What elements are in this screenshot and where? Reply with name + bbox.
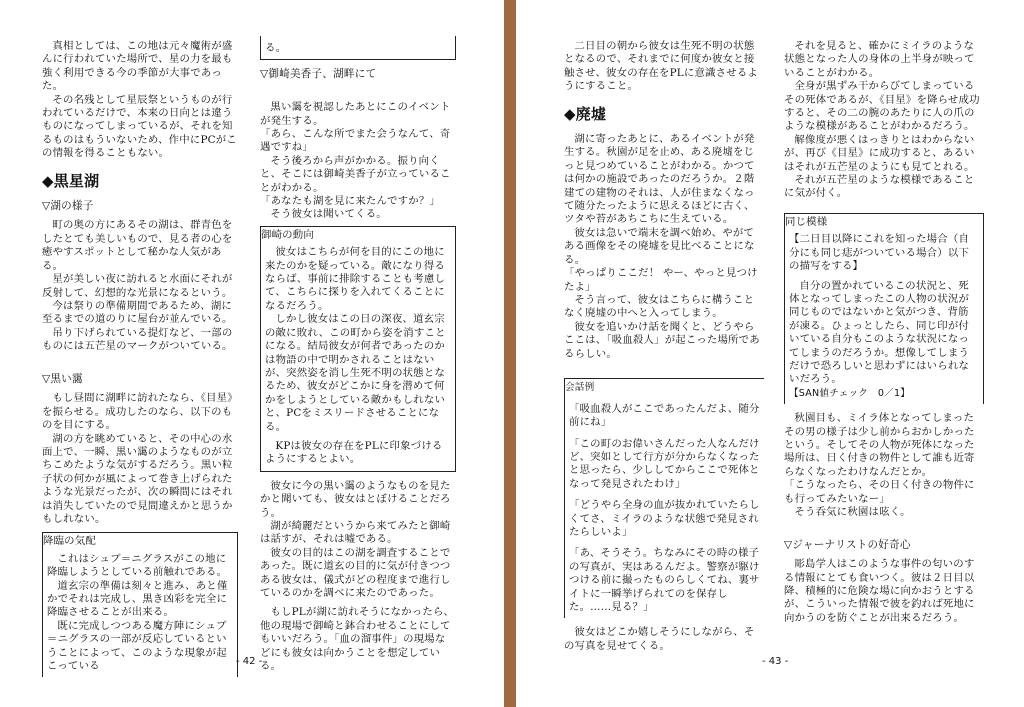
subsection-heading: ▽御崎美香子、湖畔にて (260, 68, 377, 81)
paragraph: 町の奥の方にあるその湖は、群青色をしたとても美しいもので、見る者の心を癒やすスポットとして秘かな人気がある。 (42, 219, 233, 272)
info-box-continued (260, 36, 456, 60)
box-title: 会話例 (565, 381, 597, 394)
paragraph: 吊り下げられている提灯など、一部のものには五芒星のマークがついている。 (42, 326, 233, 353)
info-box (42, 532, 238, 677)
paragraph: 自分の置かれているこの状況と、死体となってしまったこの人物の状況が同じものではないかと気がつき、背筋が凍る。ひょっとしたら、同じ印が付いている自分もこのような状況になってしまうのだろうか。想像してしまうだけで恐ろしいと思わずにはいられないだろう。 (789, 279, 970, 386)
paragraph: これはシュブ＝ニグラスがこの地に降臨しようとしている前触れである。 (47, 552, 228, 579)
paragraph: そう後ろから声がかかる。振り向くと、そこには御崎美香子が立っていることがわかる。 (260, 154, 451, 194)
paragraph: 湖に寄ったあとに、あるイベントが発生する。秋園が足を止め、ある廃墟をじっと見つめていることがわかる。かつては何かの施設であったのだろうか。２階建ての建物のそれは、人が住まなくなって随分たったように思えるほどに古く、ツタや苔があちこちに生えている。 (564, 133, 755, 226)
paragraph: そう言って、彼女はこちらに構うことなく廃墟の中へと入ってしまう。 (564, 293, 755, 320)
section-heading: ◆黒星湖 (42, 171, 100, 190)
right-col-1 (564, 40, 764, 653)
page-number: - 43 - (762, 656, 789, 667)
paragraph: それを見ると、確かにミイラのような状態となった人の身体の上半身が映っていることがわかる。 (784, 40, 975, 79)
paragraph: KPは彼女の存在をPLに印象づけるようにするとよい。 (265, 439, 443, 466)
paragraph: しかし彼女はこの日の深夜、道玄宗の敵に敗れ、この町から姿を消すことになる。結局彼女が何者であったのかは物語の中で明かされることはないが、突然姿を消し生死不明の状態となるため、彼女がどこかに身を潜めて何かをしようとしている敵かもしれないと、PCをミスリードさせることになる。 (265, 313, 446, 433)
paragraph: 二日目の朝から彼女は生死不明の状態となるので、それまでに何度か彼女と接触させ、彼女の存在をPLに意識させるようにすること。 (564, 40, 759, 93)
paragraph: 彼女は急いで端末を調べ始め、やがてある画像をその廃墟を見比べることになる。 (564, 226, 755, 266)
paragraph: 彼女の目的はこの湖を調査することであった。既に道玄の目的に気が付きつつある彼女は、儀式がどの程度まで進行しているのかを調べに来たのであった。 (260, 546, 451, 600)
paragraph: 黒い靄を視認したあとにこのイベントが発生する。 (260, 101, 451, 127)
dialogue: 「やっぱりここだ！ やー、やっと見つけたよ」 (564, 267, 758, 293)
paragraph: 真相としては、この地は元々魔術が盛んに行われていた場所で、星の力を最も強く利用できる今の季節が大事であった。 (42, 40, 233, 93)
paragraph: 全身が黒ずみ干からびてしまっているその死体であるが、《目星》を降らせ成功すると、その二の腕のあたりに人の爪のような模様があることがわかるだろう。 (784, 80, 980, 133)
paragraph: 解像度が悪くはっきりとはわからないが、再び《目星》に成功すると、あるいはそれが五芒星のようにも見てとれる。 (784, 133, 975, 173)
dialogue: 「あら、こんな所でまた会うなんて、奇遇ですね」 (260, 128, 451, 154)
paragraph: 湖が綺麗だというから来てみたと御崎は話すが、それは嘘である。 (260, 519, 451, 546)
dialogue: 「こうなったら、その日く付きの物件にも行ってみたいなー」 (784, 479, 975, 505)
paragraph: 道玄宗の準備は刻々と進み、あと僅かでそれは完成し、黒き凶彩を完全に降臨させることが出来る。 (47, 579, 228, 619)
paragraph: もし昼間に湖畔に訪れたなら、《目星》を振らせる。成功したのなら、以下のものを目にする。 (42, 392, 238, 432)
info-box (784, 213, 984, 404)
paragraph: 彼女を追いかけ話を聞くと、どうやらここは、「吸血殺人」が起こった場所であるらしい。 (564, 320, 760, 360)
paragraph: 彼女はこちらが何を目的にこの地に来たのかを疑っている。敵になり得るならば、事前に排除することも考慮して、こちらに探りを入れてくることになるだろう。 (265, 246, 446, 312)
paragraph: 彼女はどこか嬉しそうにしながら、その写真を見せてくる。 (564, 626, 755, 652)
box-title: 御崎の動向 (261, 229, 317, 242)
paragraph: 今は祭りの準備期間であるため、湖に至るまでの道のりに屋台が並んでいる。 (42, 299, 233, 326)
subsection-heading: ▽ジャーナリストの好奇心 (784, 538, 911, 551)
dialogue: 「あなたも湖を見に来たんですか？」 (260, 195, 441, 208)
right-col-2 (784, 40, 984, 625)
dialogue: 「あ、そうそう。ちなみにその時の様子の写真が、実はあるんだよ。警察が駆けつける前に撮ったものらしくてね、裏サイトに一瞬挙げられてのを保存した。……見る？」 (569, 547, 760, 614)
left-page (0, 0, 504, 707)
paragraph: そう呑気に秋園は呟く。 (794, 506, 911, 518)
right-page (516, 0, 1024, 707)
dialogue: 「吸血殺人がここであったんだよ、随分前にね」 (569, 402, 760, 429)
paragraph: 【二日目以降にこれを知った場合（自分にも同じ痣がついている場合）以下の描写をする】 (789, 233, 970, 273)
subsection-heading: ▽湖の様子 (42, 200, 94, 213)
paragraph: る。 (265, 42, 287, 54)
box-title: 降臨の気配 (43, 535, 99, 548)
paragraph: 星が美しい夜に訪れると水面にそれが反射して、幻想的な光景になるという。 (42, 273, 233, 299)
paragraph: もしPLが湖に訪れそうになかったら、他の現場で御崎と鉢合わせることにしてもいいだろう。「血の溜事件」の現場などにも彼女は向かうことを想定している。 (260, 606, 455, 673)
dialogue: 「この町のお偉いさんだった人なんだけど、突如として行方が分からなくなったと思ったら、少ししてからここで死体となって発見されたわけ」 (569, 437, 760, 490)
paragraph: 彫島学人はこのような事件の匂いのする情報にとても食いつく。彼は２日目以降、積極的に危険な場に向かおうとするが、こういった情報で彼を釣れば死地に向かうのを防ぐことが出来るだろう。 (784, 558, 975, 624)
paragraph: そう彼女は聞いてくる。 (270, 208, 387, 221)
section-heading: ◆廃墟 (564, 104, 607, 123)
paragraph: その名残として星辰祭というものが行われているだけで、本来の日向とは違うものになってしまっているが、それを知るものはもういないため、作中にPCがこの情報を得ることもない。 (42, 93, 237, 160)
box-title: 同じ模様 (785, 216, 830, 229)
page-number: - 42 - (236, 656, 263, 667)
info-box (260, 226, 456, 472)
left-col-2 (260, 40, 456, 673)
dialogue: 「どうやら全身の血が抜かれていたらしくてさ、ミイラのような状態で発見されたらしいよ」 (569, 499, 760, 538)
paragraph: 湖の方を眺めていると、その中心の水面上で、一瞬、黒い靄のようなものが立ちこめたような気がするだろう。黒い粒子状の何かが風によって巻き上げられたような光景だったが、次の瞬間にはそれは消失していたので見間違えかと思うかもしれない。 (42, 432, 233, 525)
paragraph: 秋園目も、ミイラ体となってしまったその男の様子は少し前からおかしかったという。そしてその人物が死体になった場所は、日く付きの物件として誰も近寄らなくなったわけなんだとか。 (784, 412, 975, 478)
san-check: 【SAN値チェック 0／1】 (789, 387, 911, 399)
paragraph: それが五芒星のような模様であることに気が付く。 (784, 174, 975, 200)
subsection-heading: ▽黒い靄 (42, 372, 83, 385)
paragraph: 既に完成しつつある魔方陣にシュブ＝ニグラスの一部が反応しているということによって、このような現象が起こっている (47, 619, 227, 673)
left-col-1 (42, 40, 238, 685)
dialogue-box (564, 378, 764, 618)
paragraph: 彼女に今の黒い靄のようなものを見たかと聞いても、彼女はとぼけることだろう。 (260, 479, 451, 519)
